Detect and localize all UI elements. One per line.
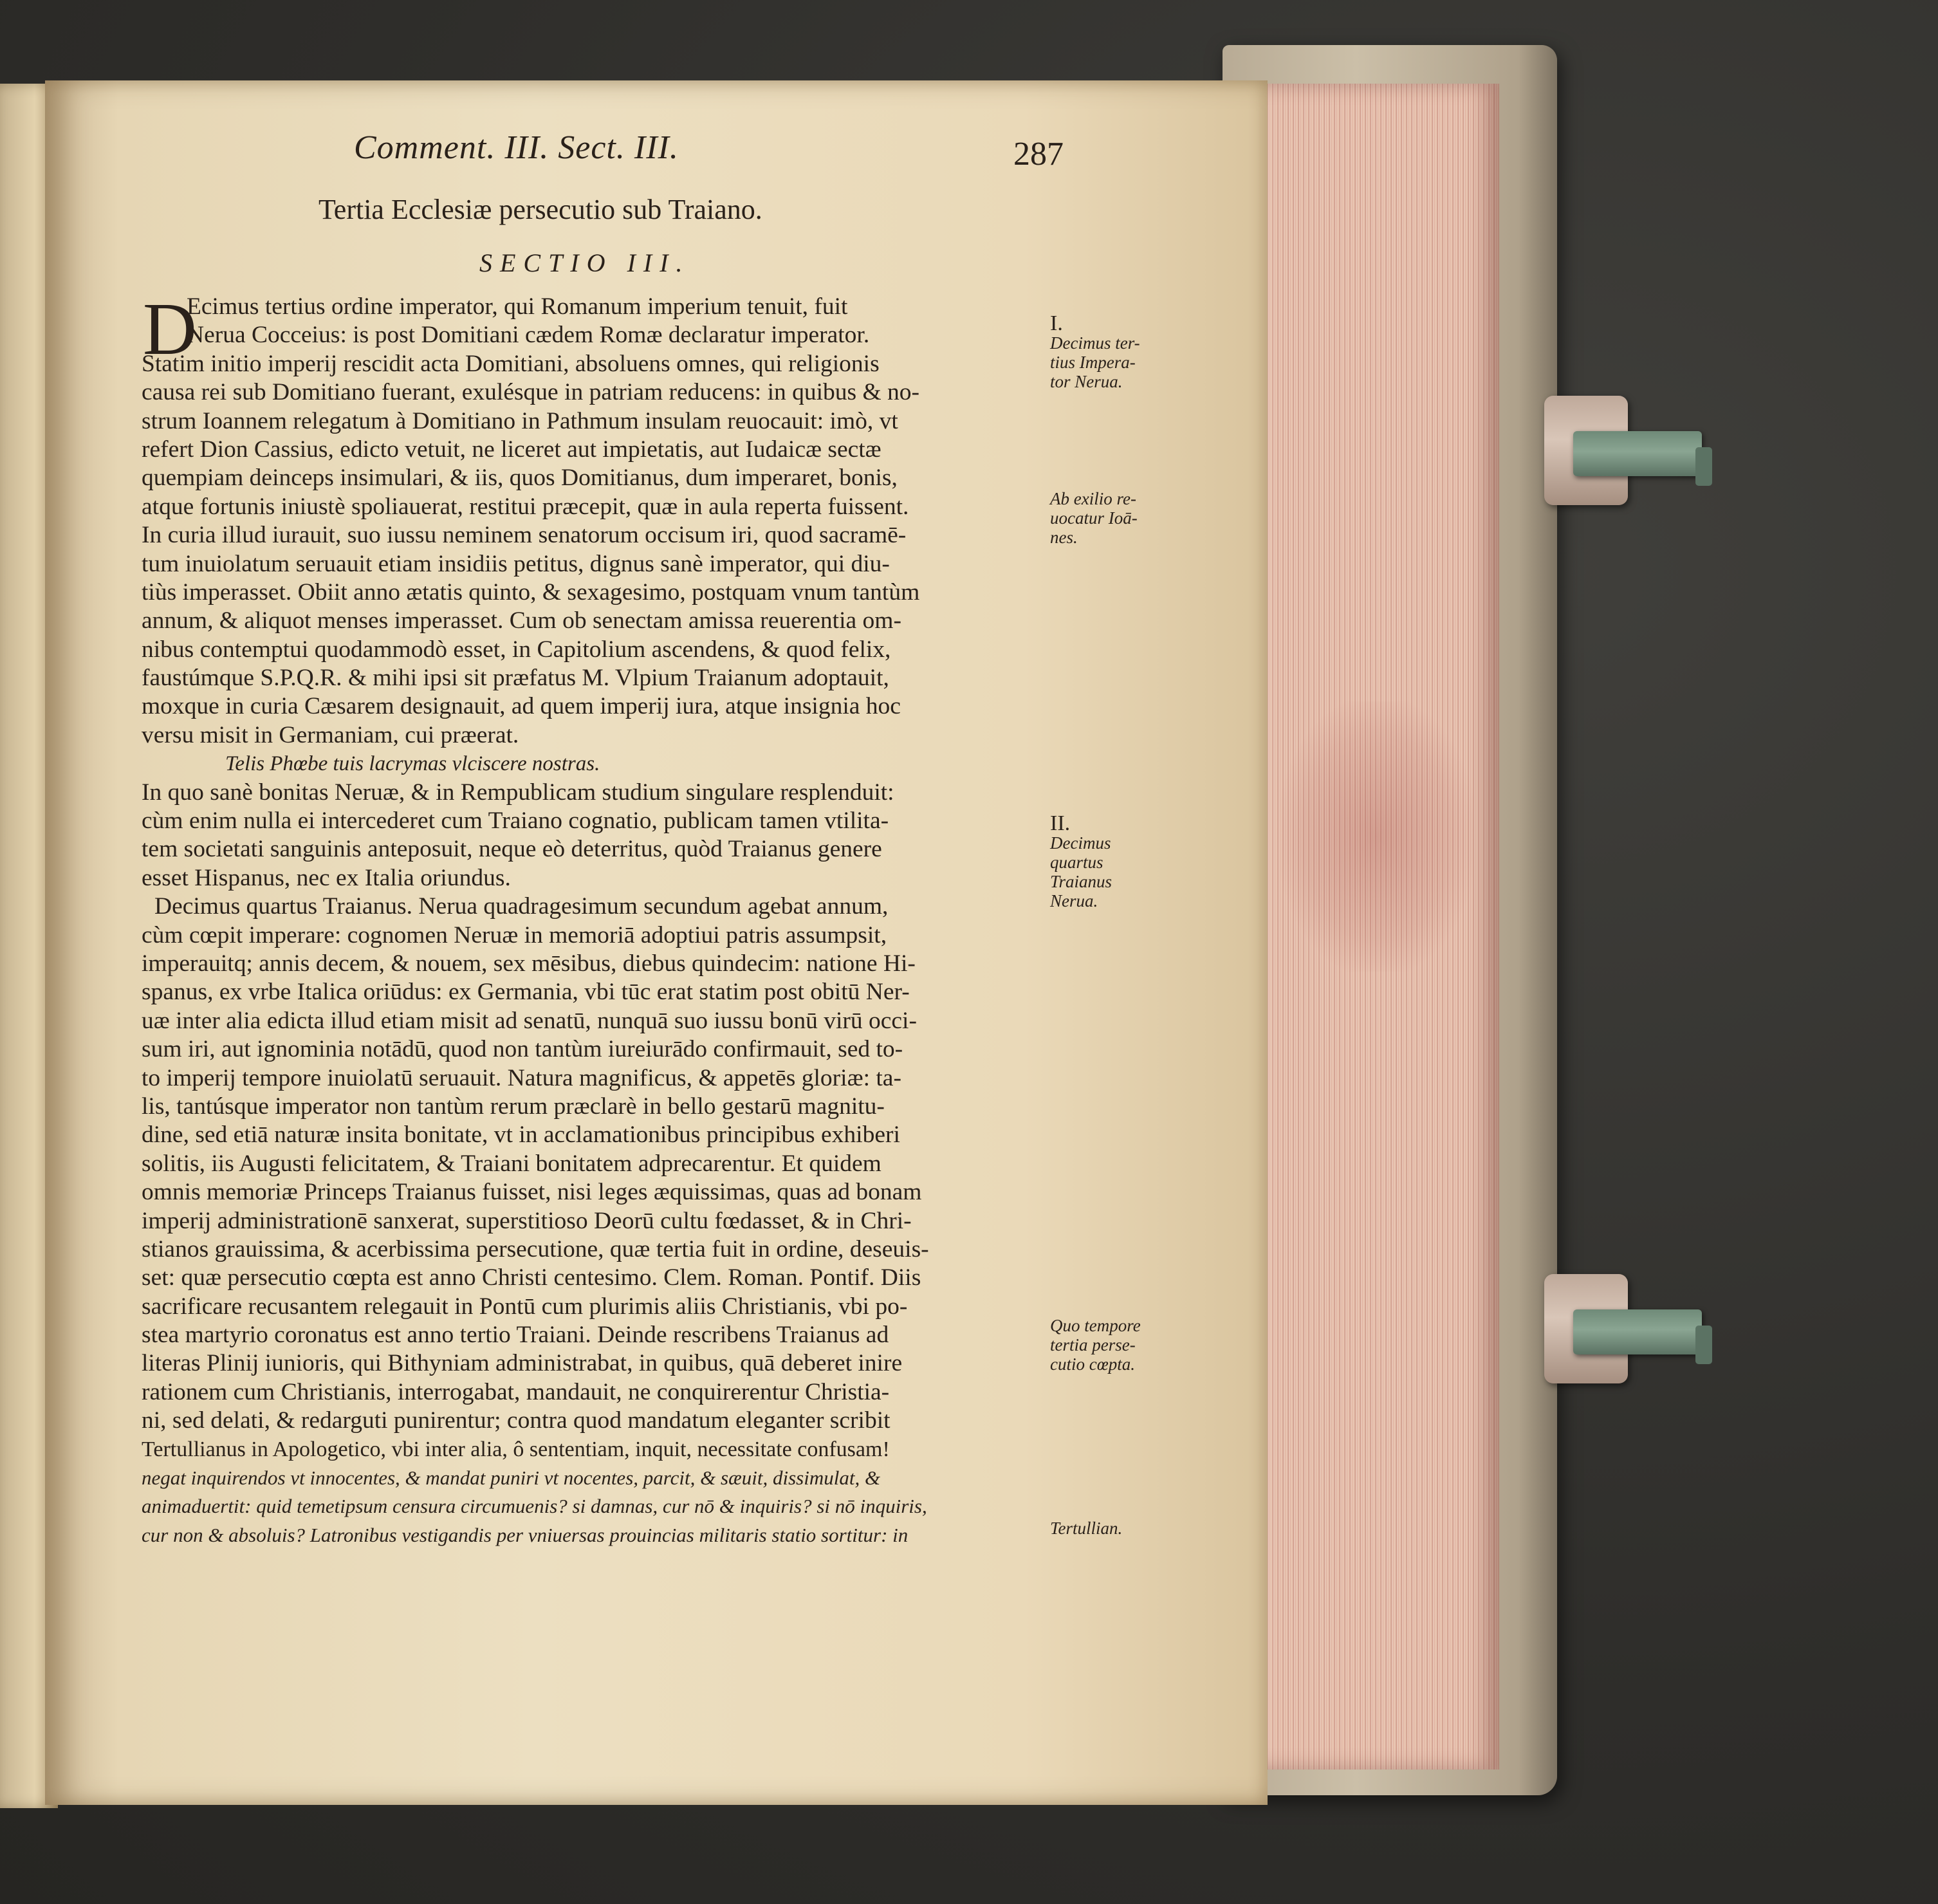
margin-note-line: Decimus [1050, 833, 1111, 853]
margin-note-line: Decimus ter- [1050, 333, 1140, 353]
margin-note-line: cutio cœpta. [1050, 1354, 1135, 1374]
section-label: SECTIO III. [479, 248, 690, 277]
body-line: moxque in curia Cæsarem designauit, ad quem imperij iura, atque insignia hoc [142, 693, 901, 720]
body-line: nibus contemptui quodammodò esset, in Capitolium ascendens, & quod felix, [142, 636, 891, 663]
body-line-italic: negat inquirendos vt innocentes, & mandat puniri vt nocentes, parcit, & sæuit, dissimulat, & [142, 1466, 881, 1490]
body-line: esset Hispanus, nec ex Italia oriundus. [142, 864, 511, 891]
margin-note-line: Ab exilio re- [1050, 489, 1136, 508]
body-line: uæ inter alia edicta illud etiam misit ad senatū, nunquā suo iussu bonū virū occi- [142, 1007, 917, 1034]
body-line: refert Dion Cassius, edicto vetuit, ne liceret aut impietatis, aut Iudaicæ sectæ [142, 436, 881, 463]
upper-clasp [1544, 396, 1718, 505]
body-line: to imperij tempore inuiolatū seruauit. Natura magnificus, & appetēs gloriæ: ta- [142, 1064, 901, 1091]
body-line: ni, sed delati, & redarguti punirentur; contra quod mandatum eleganter scribit [142, 1407, 891, 1434]
body-line: rationem cum Christianis, interrogabat, mandauit, ne conquirerentur Christia- [142, 1378, 890, 1405]
margin-note-line: Traianus [1050, 872, 1112, 891]
body-line: sacrificare recusantem relegauit in Pontū cum plurimis aliis Christianis, vbi po- [142, 1293, 908, 1320]
margin-note-tertullian [1050, 1519, 1179, 1538]
body-line: annum, & aliquot menses imperasset. Cum ob senectam amissa reuerentia om- [142, 607, 901, 634]
drop-cap: D [143, 288, 197, 371]
margin-note-exile [1050, 489, 1179, 547]
margin-note-persecution [1050, 1316, 1179, 1374]
body-line: dine, sed etiā naturæ insita bonitate, vt in acclamationibus principibus exhiberi [142, 1122, 900, 1149]
body-line: imperij administrationē sanxerat, superstitioso Deorū cultu fœdasset, & in Chri- [142, 1207, 912, 1234]
margin-note-line: Quo tempore [1050, 1316, 1141, 1335]
margin-note-number: II. [1050, 811, 1071, 835]
fore-edge-stamp [1280, 701, 1473, 972]
margin-note-line: Nerua. [1050, 891, 1098, 910]
upper-clasp-hook [1695, 447, 1712, 486]
body-line: In curia illud iurauit, suo iussu neminem senatorum occisum iri, quod sacramē- [142, 522, 907, 549]
margin-note-line: tor Nerua. [1050, 372, 1123, 391]
margin-note-nerua [1050, 311, 1179, 391]
verse-quotation: Telis Phœbe tuis lacrymas vlciscere nostras. [225, 752, 600, 776]
body-line: atque fortunis iniustè spoliauerat, restitui præcepit, quæ in aula reperta fuissent. [142, 493, 909, 520]
body-line: Tertullianus in Apologetico, vbi inter alia, ô sententiam, inquit, necessitate confusam! [142, 1437, 890, 1461]
body-line: spanus, ex vrbe Italica oriūdus: ex Germania, vbi tūc erat statim post obitū Ner- [142, 979, 910, 1006]
body-line: literas Plinij iunioris, qui Bithyniam administrabat, in quibus, quā deberet inire [142, 1350, 903, 1377]
margin-note-number: I. [1050, 311, 1063, 335]
margin-note-line: quartus [1050, 853, 1103, 872]
body-line: In quo sanè bonitas Neruæ, & in Rempublicam studium singulare resplenduit: [142, 779, 894, 806]
body-line: Ecimus tertius ordine imperator, qui Romanum imperium tenuit, fuit [187, 293, 848, 320]
body-line: Statim initio imperij rescidit acta Domitiani, absoluens omnes, qui religionis [142, 350, 880, 377]
body-line: tum inuiolatum seruauit etiam insidiis petitus, dignus sanè imperator, qui diu- [142, 550, 890, 577]
body-line: imperauitq; annis decem, & nouem, sex mēsibus, diebus quindecim: natione Hi- [142, 950, 916, 977]
body-line: omnis memoriæ Princeps Traianus fuisset, nisi leges æquissimas, quas ad bonam [142, 1179, 922, 1206]
page-number: 287 [1013, 136, 1064, 172]
body-line: versu misit in Germaniam, cui præerat. [142, 721, 519, 748]
body-line: tiùs imperasset. Obiit anno ætatis quinto, & sexagesimo, postquam vnum tantùm [142, 578, 920, 605]
body-line: lis, tantúsque imperator non tantùm rerum præclarè in bello gestarū magnitu- [142, 1093, 885, 1120]
body-line: causa rei sub Domitiano fuerant, exulésque in patriam reducens: in quibus & no- [142, 379, 920, 406]
body-line: stea martyrio coronatus est anno tertio Traiani. Deinde rescribens Traianus ad [142, 1322, 889, 1349]
body-line: solitis, iis Augusti felicitatem, & Traiani bonitatem adprecarentur. Et quidem [142, 1150, 881, 1177]
body-line: cùm enim nulla ei intercederet cum Traiano cognatio, publicam tamen vtilita- [142, 808, 889, 835]
body-line-italic: animaduertit: quid temetipsum censura circumuenis? si damnas, cur nō & inquiris? si nō inquiris, [142, 1495, 927, 1518]
body-text [142, 288, 1055, 1549]
lower-clasp [1544, 1274, 1718, 1383]
body-line-italic: cur non & absoluis? Latronibus vestigandis per vniuersas prouincias militaris statio sortitur: in [142, 1523, 909, 1546]
margin-note-line: nes. [1050, 528, 1078, 547]
upper-clasp-strap [1573, 431, 1702, 476]
running-head-title: Comment. III. Sect. III. [354, 129, 679, 166]
lower-clasp-hook [1695, 1326, 1712, 1364]
body-line: sum iri, aut ignominia notādū, quod non tantùm iureiurādo confirmauit, sed to- [142, 1036, 903, 1063]
body-line: stianos grauissima, & acerbissima persecutione, quæ tertia fuit in ordine, deseuis- [142, 1235, 929, 1262]
body-line: Nerua Cocceius: is post Domitiani cædem Romæ declaratur imperator. [187, 322, 870, 349]
body-line: strum Ioannem relegatum à Domitiano in Pathmum insulam reuocauit: imò, vt [142, 407, 898, 434]
margin-note-line: uocatur Ioā- [1050, 508, 1138, 528]
body-line: cùm cœpit imperare: cognomen Neruæ in memoriā adoptiui patris assumpsit, [142, 921, 887, 948]
margin-note-line: Tertullian. [1050, 1519, 1123, 1538]
body-line: quempiam deinceps insimulari, & iis, quos Domitianus, dum imperaret, bonis, [142, 465, 898, 492]
margin-note-traianus [1050, 811, 1179, 910]
section-heading: Tertia Ecclesiæ persecutio sub Traiano. [318, 194, 762, 225]
margin-note-line: tertia perse- [1050, 1335, 1136, 1354]
margin-note-line: tius Impera- [1050, 353, 1136, 372]
body-line: Decimus quartus Traianus. Nerua quadragesimum secundum agebat annum, [154, 893, 889, 920]
body-line: set: quæ persecutio cœpta est anno Christi centesimo. Clem. Roman. Pontif. Diis [142, 1264, 921, 1291]
body-line: tem societati sanguinis anteposuit, neque eò deterritus, quòd Traianus genere [142, 836, 882, 863]
lower-clasp-strap [1573, 1309, 1702, 1354]
body-line: faustúmque S.P.Q.R. & mihi ipsi sit præfatus M. Vlpium Traianum adoptauit, [142, 665, 889, 692]
